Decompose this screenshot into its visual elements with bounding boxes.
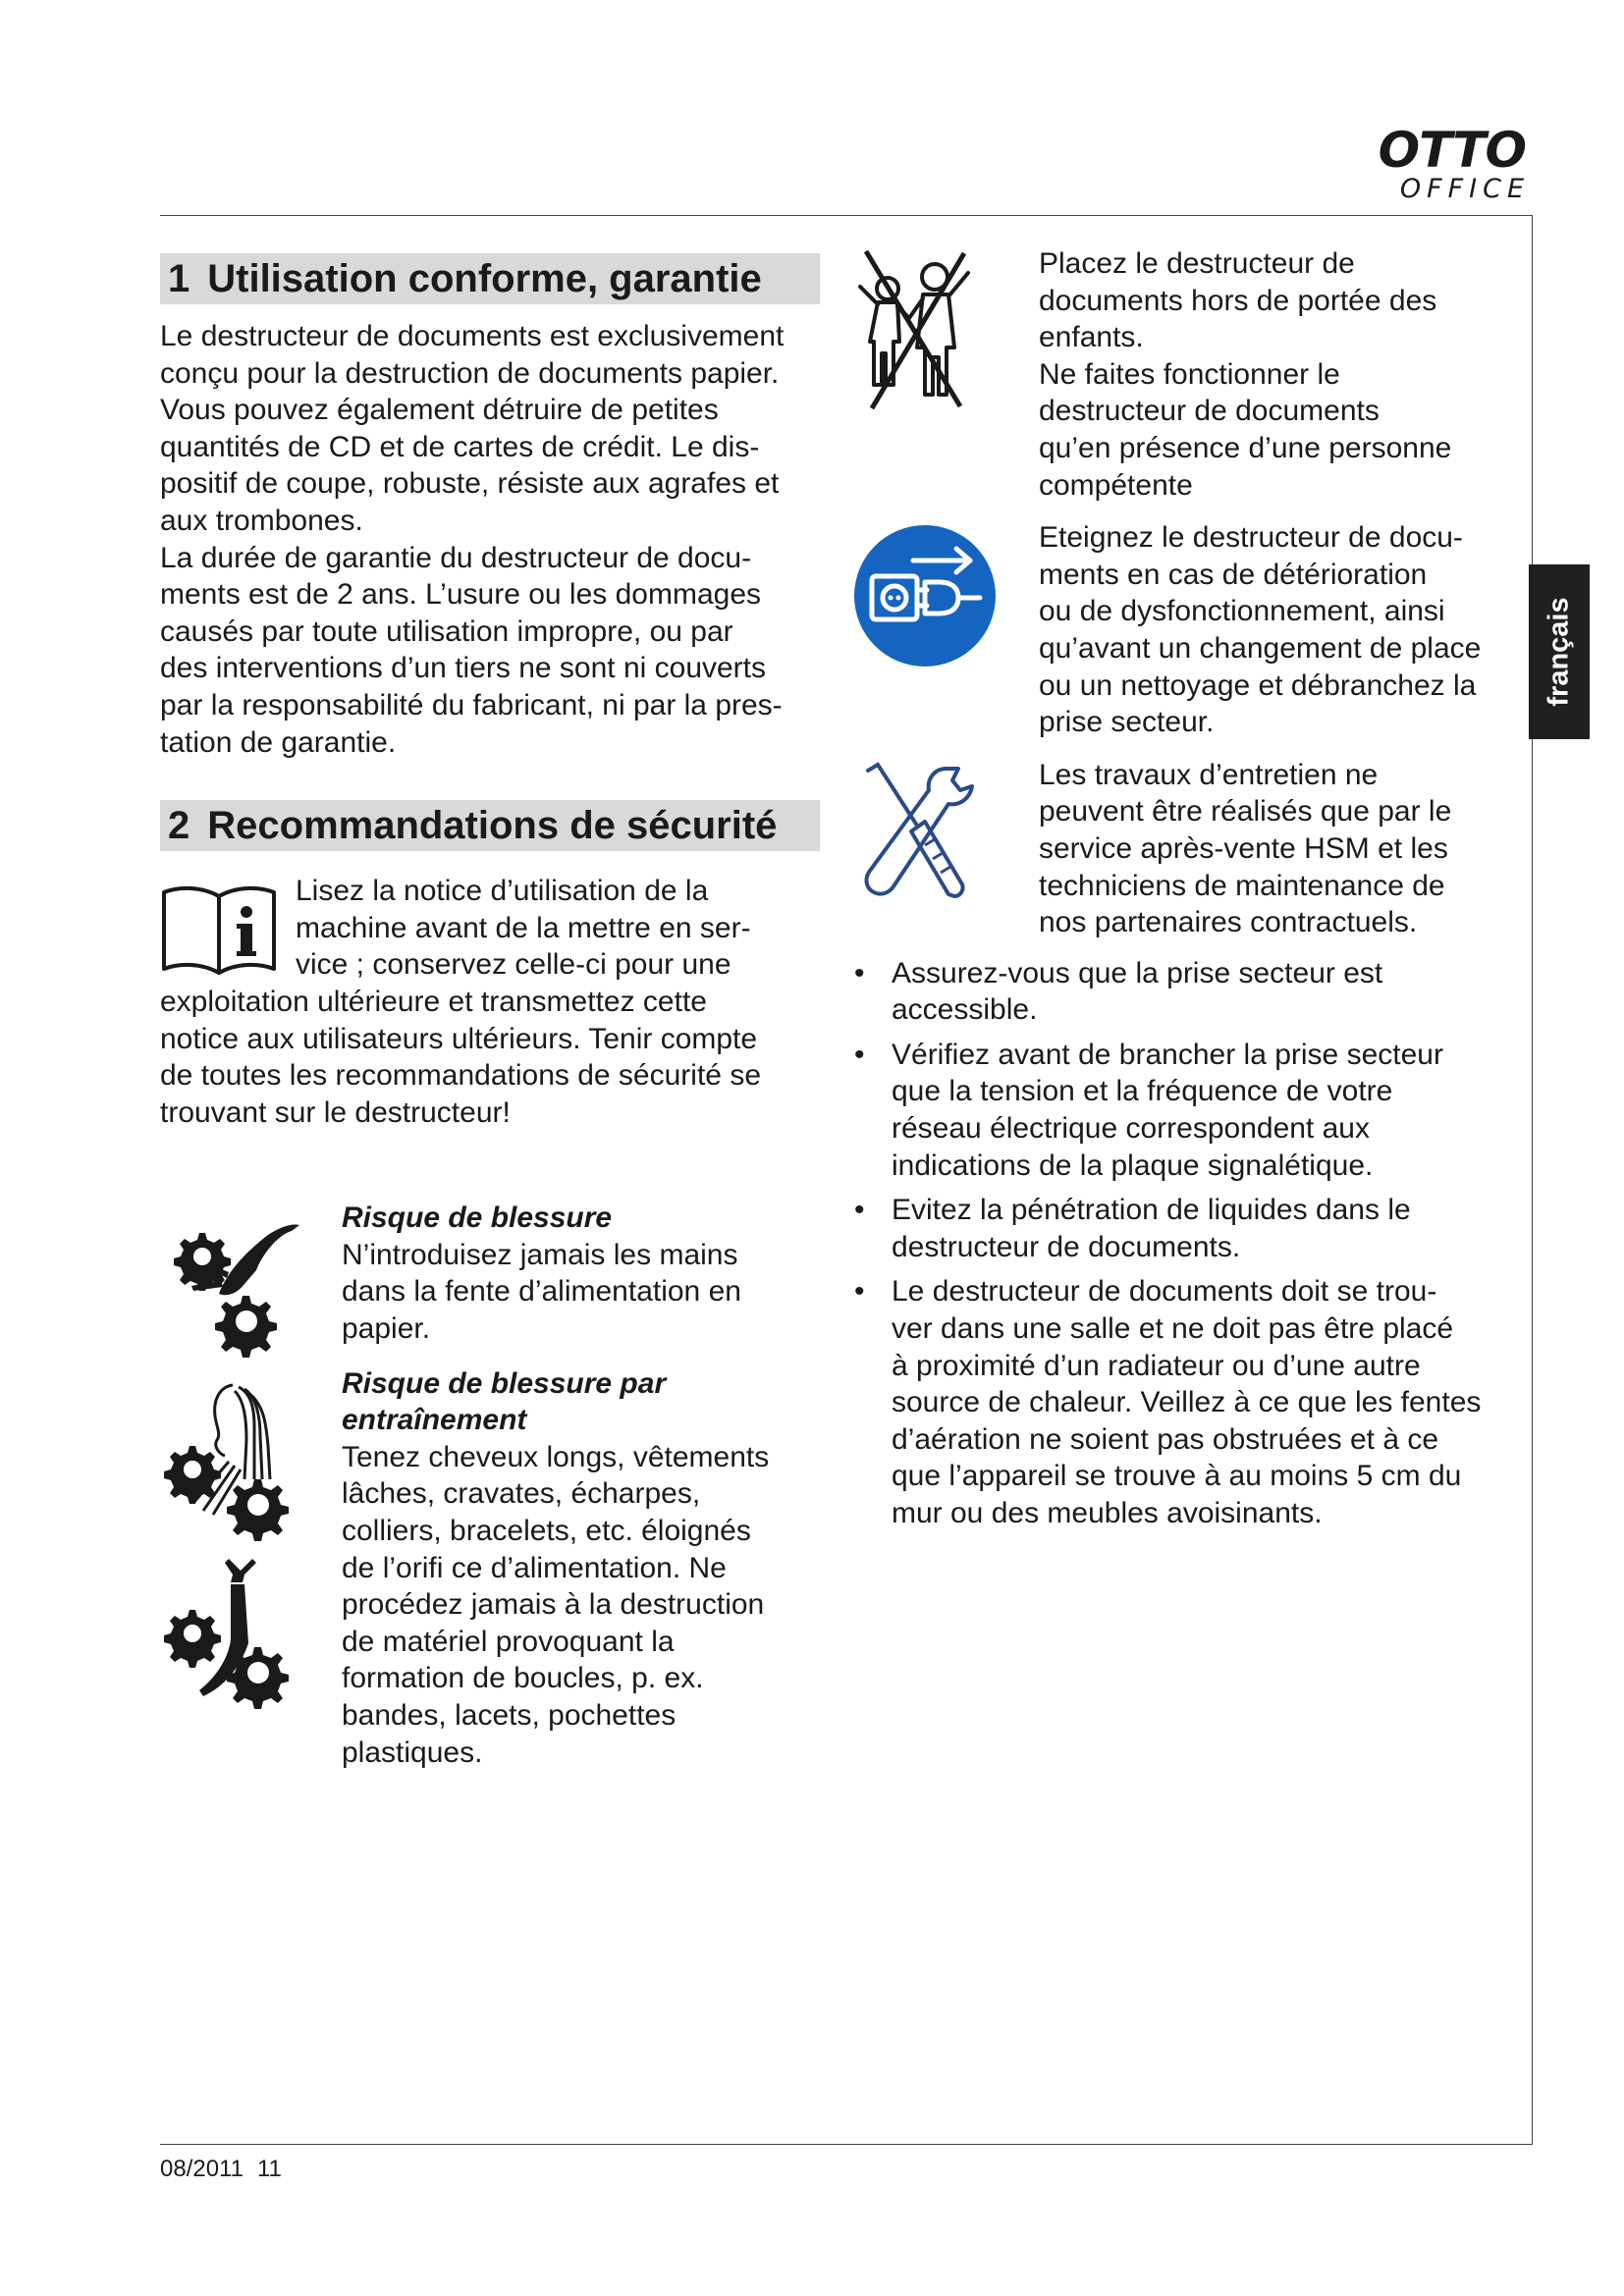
language-tab [1529,564,1590,739]
section-2-title: Recommandations de sécurité [207,804,778,848]
right-column [852,245,1520,1540]
left-column [160,253,820,1771]
list-item: • Le destructeur de documents doit se trou- ver dans une salle et ne doit pas être placé à proximité d’un radiateur ou d’une autre source de chaleur. Veillez à ce que les fentes d’aération ne soient pas obstruées et à ce que l’appareil se trouve à au moins 5 cm du mur ou des meubles avoisinants. [852,1273,1520,1531]
risk-icons-column [160,1200,307,1721]
language-tab-label: français [1543,597,1575,707]
risk-texts [342,1200,820,1771]
logo-sub-text: OFFICE [1399,174,1530,204]
children-warning-block [852,245,1520,504]
maintenance-text-wrap [1039,757,1520,941]
unplug-mains-icon [852,523,998,668]
risk-injury-title: Risque de blessure [342,1201,613,1235]
risk-entanglement-title: Risque de blessure par entraînement [342,1366,667,1437]
list-item: • Assurez-vous que la prise secteur est accessible. [852,955,1520,1029]
logo-main-text: OTTO [1378,122,1526,179]
list-item: • Evitez la pénétration de liquides dans le destructeur de documents. [852,1192,1520,1265]
unplug-warning-text: Eteignez le destructeur de docu- ments en cas de détérioration ou de dysfonctionnement, ainsi qu’avant un changement de place ou un nettoyage et débranchez la prise secteur. [1039,521,1482,739]
unplug-warning-text-wrap [1039,519,1520,741]
read-manual-icon [160,882,278,975]
footer-date: 08/2011 [160,2156,244,2182]
warranty-paragraph: La durée de garantie du destructeur de docu- ments est de 2 ans. L’usure ou les dommages causés par toute utilisation impropre, ou par des interventions d’un tiers ne sont ni couverts par la responsabilité du fabricant, ni par la pres- tation de garantie. [160,541,783,759]
read-manual-block [160,873,820,1131]
section-2-number: 2 [168,804,190,848]
intended-use-paragraph: Le destructeur de documents est exclusivement conçu pour la destruction de documents papier. Vous pouvez également détruire de petites quantités de CD et de cartes de crédit. Le dis- positif de coupe, robuste, résiste aux agrafes et aux trombones. [160,320,785,537]
page-footer [160,2156,282,2183]
hair-in-gears-warning-icon [160,1377,307,1544]
section-1-body [160,318,820,761]
children-warning-text-wrap [1039,245,1520,504]
section-1-title: Utilisation conforme, garantie [207,257,762,300]
footer-page-number: 11 [256,2156,282,2182]
section-1-heading [160,253,820,304]
frame-right-rule [1532,215,1533,2145]
unplug-warning-block [852,519,1520,741]
risk-injury-text: N’introduisez jamais les mains dans la fente d’alimentation en papier. [342,1238,741,1346]
risk-entanglement-text: Tenez cheveux longs, vêtements lâches, cravates, écharpes, colliers, bracelets, etc. éloignés de l’orifi ce d’alimentation. Ne procédez jamais à la destruction de matériel provoquant la formation de boucles, p. ex. bandes, lacets, pochettes plastiques. [342,1440,770,1769]
section-1-number: 1 [168,257,190,300]
section-2-heading [160,800,820,851]
safety-bullet-list [852,955,1520,1532]
no-children-icon [852,247,980,412]
read-manual-paragraph: Lisez la notice d’utilisation de la machine avant de la mettre en ser- vice ; conservez celle-ci pour une exploitation ultérieure et transmettez cette notice aux utilisateurs ultérieurs. Tenir compte de toutes les recommandations de sécurité se trouvant sur le destructeur! [160,875,761,1129]
otto-office-logo [1378,122,1530,204]
children-warning-text: Placez le destructeur de documents hors de portée des enfants. Ne faites fonctionner le destructeur de documents qu’en présence d’une personne compétente [1039,247,1452,502]
tools-wrench-screwdriver-icon [852,761,980,908]
list-item: • Vérifiez avant de brancher la prise secteur que la tension et la fréquence de votre réseau électrique correspondent aux indications de la plaque signalétique. [852,1037,1520,1184]
maintenance-block [852,757,1520,941]
risk-injury-block [160,1200,820,1771]
maintenance-text: Les travaux d’entretien ne peuvent être réalisés que par le service après-vente HSM et les techniciens de maintenance de nos partenaires contractuels. [1039,758,1452,939]
tie-in-gears-warning-icon [160,1549,307,1716]
frame-bottom-rule [160,2144,1533,2145]
frame-top-rule [160,215,1533,216]
hand-in-gears-warning-icon [160,1200,307,1366]
